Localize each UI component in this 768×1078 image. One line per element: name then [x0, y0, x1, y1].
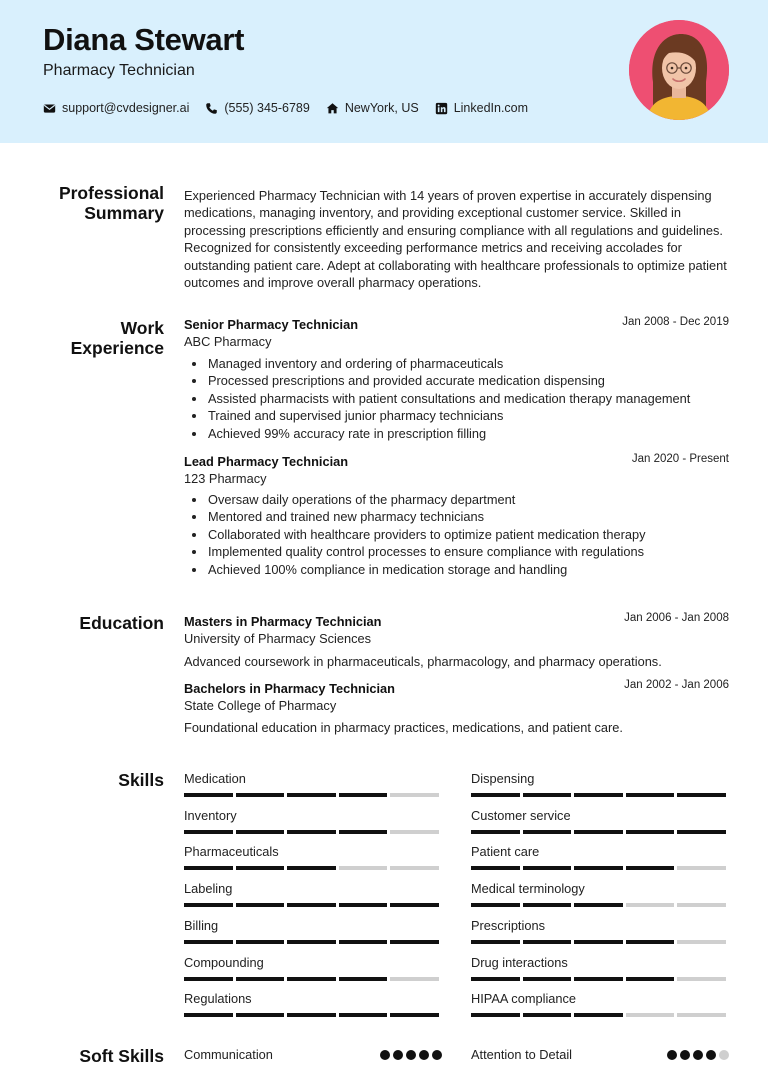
skill-level-segment — [184, 1013, 233, 1017]
job-bullets-2 — [190, 491, 730, 578]
job-date-2: Jan 2020 - Present — [631, 453, 729, 465]
contact-row — [43, 101, 544, 115]
education-desc-2: Foundational education in pharmacy practices, medications, and patient care. — [184, 720, 623, 735]
skill-item — [471, 771, 729, 797]
job-org-1: ABC Pharmacy — [184, 334, 272, 349]
contact-phone-text: (555) 345-6789 — [224, 101, 310, 115]
education-school-1: University of Pharmacy Sciences — [184, 631, 372, 646]
list-item: Oversaw daily operations of the pharmacy department — [190, 491, 730, 508]
soft-skills-heading: Soft Skills — [79, 1046, 164, 1066]
summary-heading-line-1: Professional — [58, 183, 164, 203]
skill-level-segment — [339, 977, 388, 981]
skill-level-segment — [626, 903, 675, 907]
skill-level-segment — [339, 830, 388, 834]
skill-item — [471, 881, 729, 907]
list-item: Achieved 99% accuracy rate in prescription filling — [190, 425, 730, 442]
skill-level-segment — [339, 793, 388, 797]
rating-dot — [719, 1050, 729, 1060]
skill-label: Labeling — [184, 881, 233, 897]
education-date-2: Jan 2002 - Jan 2006 — [624, 679, 729, 691]
skill-level-segment — [523, 830, 572, 834]
list-item: Managed inventory and ordering of pharmaceuticals — [190, 355, 730, 372]
skill-level-segment — [471, 903, 520, 907]
soft-skill-rating — [664, 1050, 729, 1060]
rating-dot — [393, 1050, 403, 1060]
education-date-1: Jan 2006 - Jan 2008 — [624, 612, 729, 624]
skill-label: Medical terminology — [471, 881, 585, 897]
skill-level-segment — [523, 977, 572, 981]
list-item: Achieved 100% compliance in medication storage and handling — [190, 561, 730, 578]
skill-level-segment — [471, 1013, 520, 1017]
soft-skill-label: Communication — [184, 1047, 273, 1062]
skill-level-segment — [390, 903, 439, 907]
skill-level-bar — [184, 977, 442, 981]
list-item: Mentored and trained new pharmacy technicians — [190, 508, 730, 525]
soft-skill-label: Attention to Detail — [471, 1047, 573, 1062]
skill-level-segment — [236, 830, 285, 834]
summary-text: Experienced Pharmacy Technician with 14 years of proven expertise in accurately dispensing medications, managing inventory, and providing exceptional customer service. Skilled in processing prescriptions efficiently and ensuring compliance with all regulations and guidelines. Recognized for consistently exceeding performance metrics and receiving accolades for outstanding patient care. Adept at collaborating with healthcare professionals to optimize patient outcomes and improve overall pharmacy operations. — [184, 188, 727, 291]
skill-level-segment — [287, 903, 336, 907]
skill-level-segment — [339, 903, 388, 907]
skill-level-segment — [471, 940, 520, 944]
skill-level-segment — [287, 940, 336, 944]
skill-level-segment — [184, 830, 233, 834]
skill-item — [471, 991, 729, 1017]
skill-level-segment — [626, 793, 675, 797]
skill-level-segment — [471, 830, 520, 834]
candidate-name: Diana Stewart — [43, 22, 245, 57]
skill-item — [184, 918, 442, 944]
rating-dot — [680, 1050, 690, 1060]
skill-level-segment — [523, 1013, 572, 1017]
contact-linkedin[interactable] — [435, 101, 528, 115]
skill-level-segment — [339, 940, 388, 944]
skill-level-segment — [390, 830, 439, 834]
skill-level-segment — [677, 903, 726, 907]
skill-level-bar — [471, 1013, 729, 1017]
skill-label: Compounding — [184, 954, 264, 970]
skill-level-segment — [574, 977, 623, 981]
job-date-1: Jan 2008 - Dec 2019 — [622, 316, 729, 328]
skill-level-segment — [339, 866, 388, 870]
skill-level-segment — [390, 866, 439, 870]
candidate-job-title: Pharmacy Technician — [43, 62, 195, 79]
skill-level-segment — [236, 977, 285, 981]
skill-level-segment — [574, 903, 623, 907]
skill-level-bar — [184, 866, 442, 870]
skill-level-segment — [287, 830, 336, 834]
work-heading-line-1: Work — [120, 318, 164, 338]
soft-skill-item — [184, 1047, 442, 1062]
skill-item — [184, 771, 442, 797]
list-item: Collaborated with healthcare providers to optimize patient medication therapy — [190, 526, 730, 543]
skill-level-segment — [574, 866, 623, 870]
job-title-2: Lead Pharmacy Technician — [184, 454, 349, 469]
rating-dot — [419, 1050, 429, 1060]
skill-level-bar — [471, 977, 729, 981]
skill-level-segment — [287, 866, 336, 870]
skill-level-segment — [390, 940, 439, 944]
contact-location — [326, 101, 419, 115]
skill-level-segment — [287, 793, 336, 797]
education-degree-2: Bachelors in Pharmacy Technician — [184, 681, 395, 696]
job-bullets-1 — [190, 355, 730, 442]
list-item: Implemented quality control processes to ensure compliance with regulations — [190, 543, 730, 560]
home-icon — [326, 102, 339, 115]
skill-item — [471, 808, 729, 834]
skill-level-segment — [287, 977, 336, 981]
rating-dot — [380, 1050, 390, 1060]
skill-level-segment — [677, 1013, 726, 1017]
contact-phone[interactable] — [205, 101, 309, 115]
soft-skill-item — [471, 1047, 729, 1062]
skill-level-segment — [677, 940, 726, 944]
skill-level-segment — [677, 830, 726, 834]
skill-level-bar — [184, 830, 442, 834]
contact-email[interactable] — [43, 101, 189, 115]
skill-item — [184, 808, 442, 834]
skill-level-segment — [523, 940, 572, 944]
skill-item — [184, 844, 442, 870]
skill-level-segment — [390, 977, 439, 981]
skill-item — [184, 881, 442, 907]
skill-level-segment — [471, 977, 520, 981]
contact-linkedin-text: LinkedIn.com — [453, 101, 529, 115]
skill-level-segment — [677, 866, 726, 870]
skill-level-segment — [574, 793, 623, 797]
skill-level-segment — [574, 1013, 623, 1017]
skill-level-segment — [184, 977, 233, 981]
skill-level-segment — [574, 830, 623, 834]
skill-label: Patient care — [471, 844, 540, 860]
rating-dot — [706, 1050, 716, 1060]
skill-level-segment — [339, 1013, 388, 1017]
skill-level-segment — [523, 793, 572, 797]
skill-level-segment — [471, 866, 520, 870]
skill-level-segment — [236, 903, 285, 907]
skill-label: Inventory — [184, 807, 237, 823]
skill-level-segment — [390, 1013, 439, 1017]
rating-dot — [667, 1050, 677, 1060]
skill-item — [184, 955, 442, 981]
skill-level-segment — [184, 903, 233, 907]
skill-level-bar — [184, 940, 442, 944]
education-desc-1: Advanced coursework in pharmaceuticals, pharmacology, and pharmacy operations. — [184, 654, 662, 669]
list-item: Processed prescriptions and provided accurate medication dispensing — [190, 372, 730, 389]
skill-level-segment — [626, 940, 675, 944]
skill-level-segment — [184, 940, 233, 944]
skill-label: Medication — [184, 771, 246, 786]
skill-level-segment — [523, 903, 572, 907]
skill-item — [471, 918, 729, 944]
skill-level-segment — [287, 1013, 336, 1017]
resume-header — [0, 0, 768, 143]
skill-label: Dispensing — [471, 771, 535, 786]
work-heading — [71, 318, 164, 358]
skills-heading: Skills — [118, 770, 164, 790]
skill-item — [471, 955, 729, 981]
skill-level-bar — [184, 1013, 442, 1017]
skill-level-segment — [184, 793, 233, 797]
skill-level-bar — [184, 903, 442, 907]
skill-level-segment — [523, 866, 572, 870]
rating-dot — [693, 1050, 703, 1060]
skill-level-segment — [677, 977, 726, 981]
skill-level-segment — [626, 866, 675, 870]
soft-skill-rating — [377, 1050, 442, 1060]
contact-location-text: NewYork, US — [344, 101, 419, 115]
skill-level-segment — [390, 793, 439, 797]
skill-label: Billing — [184, 917, 219, 933]
skill-level-segment — [626, 977, 675, 981]
skill-label: Regulations — [184, 991, 252, 1007]
work-heading-line-2: Experience — [70, 338, 164, 358]
education-school-2: State College of Pharmacy — [184, 698, 337, 713]
rating-dot — [432, 1050, 442, 1060]
skill-level-segment — [236, 1013, 285, 1017]
skill-level-segment — [677, 793, 726, 797]
summary-heading — [59, 183, 164, 223]
envelope-icon — [43, 102, 56, 115]
profile-photo — [629, 20, 729, 120]
linkedin-icon — [435, 102, 448, 115]
job-org-2: 123 Pharmacy — [184, 471, 267, 486]
skill-level-segment — [236, 940, 285, 944]
skill-level-bar — [184, 793, 442, 797]
contact-email-text: support@cvdesigner.ai — [62, 101, 190, 115]
skill-label: Customer service — [471, 807, 571, 823]
rating-dot — [406, 1050, 416, 1060]
skill-level-bar — [471, 940, 729, 944]
skill-level-bar — [471, 903, 729, 907]
skill-level-segment — [574, 940, 623, 944]
skill-level-segment — [236, 866, 285, 870]
skill-label: Pharmaceuticals — [184, 844, 279, 860]
skill-level-segment — [184, 866, 233, 870]
list-item: Assisted pharmacists with patient consultations and medication therapy management — [190, 390, 730, 407]
skill-level-segment — [236, 793, 285, 797]
skill-level-bar — [471, 830, 729, 834]
skill-level-segment — [626, 1013, 675, 1017]
education-heading: Education — [79, 613, 164, 633]
education-degree-1: Masters in Pharmacy Technician — [184, 614, 382, 629]
list-item: Trained and supervised junior pharmacy technicians — [190, 407, 730, 424]
skill-label: Prescriptions — [471, 917, 545, 933]
skill-item — [184, 991, 442, 1017]
portrait-image — [629, 20, 729, 120]
skill-label: Drug interactions — [471, 954, 568, 970]
job-title-1: Senior Pharmacy Technician — [184, 317, 359, 332]
skill-item — [471, 844, 729, 870]
phone-icon — [205, 102, 218, 115]
skill-level-bar — [471, 793, 729, 797]
skill-label: HIPAA compliance — [471, 991, 577, 1007]
skill-level-segment — [471, 793, 520, 797]
skill-level-segment — [626, 830, 675, 834]
summary-heading-line-2: Summary — [84, 203, 164, 223]
skill-level-bar — [471, 866, 729, 870]
